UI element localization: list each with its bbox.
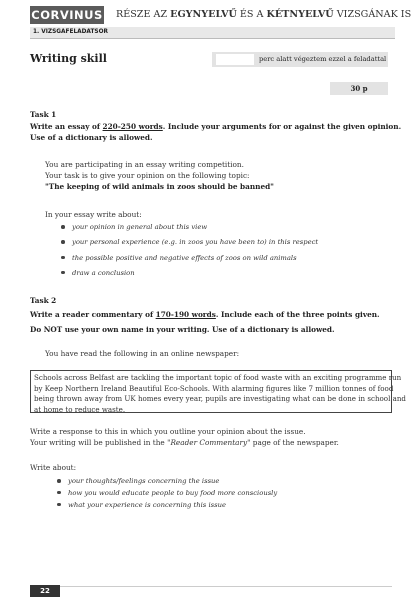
list-item: your personal experience (e.g. in zoos you have been to) in this respect: [72, 237, 318, 252]
brand-logo: CORVINUS: [31, 8, 103, 22]
list-item: what your experience is concerning this issue: [68, 500, 277, 512]
task2-heading: Task 2: [30, 296, 57, 305]
task1-write-about: In your essay write about:: [45, 210, 142, 219]
bullet-icon: [57, 491, 61, 495]
footer-rule: [30, 586, 392, 587]
time-box: [212, 52, 388, 67]
time-box-label: perc alatt végeztem ezzel a feladattal: [259, 55, 387, 63]
task1-intro: You are participating in an essay writing competition. Your task is to give your opinion on the following topic:: [45, 160, 250, 180]
task2-instructions: Write a reader commentary of 170-190 words. Include each of the three points given. Do NOT use your own name in your writing. Use of a dictionary is allowed.: [30, 310, 380, 334]
article-line: being thrown away from UK homes every year, pupils are investigating what can be done in school and: [34, 394, 406, 404]
bullet-icon: [61, 240, 65, 244]
section-subheading: 1. VIZSGAFELADATSOR: [30, 27, 395, 39]
list-item: your opinion in general about this view: [72, 222, 318, 237]
page-number: 22: [30, 585, 60, 597]
task2-response-instructions: Write a response to this in which you outline your opinion about the issue. Your writing will be published in the "Reader Commentary" page of the newspaper.: [30, 427, 339, 447]
list-item: your thoughts/feelings concerning the issue: [68, 476, 277, 488]
article-line: Schools across Belfast are tackling the important topic of food waste with an exciting programme run: [34, 373, 402, 382]
bullet-icon: [61, 256, 65, 260]
task2-write-about: Write about:: [30, 463, 77, 472]
newspaper-excerpt: [30, 370, 406, 414]
header-tagline: RÉSZE AZ EGYNYELVŰ ÉS A KÉTNYELVŰ VIZSGÁNAK IS: [116, 9, 412, 20]
list-item: draw a conclusion: [72, 268, 318, 283]
bullet-icon: [61, 271, 65, 275]
task1-heading: Task 1: [30, 110, 57, 119]
article-line: at home to reduce waste.: [34, 404, 126, 414]
article-line: by Keep Northern Ireland Beautiful Eco-Schools. With alarming figures like 7 million tonnes of food: [34, 383, 394, 393]
list-item: how you would educate people to buy food more consciously: [68, 488, 277, 500]
task1-topic: "The keeping of wild animals in zoos should be banned": [45, 182, 274, 191]
list-item: the possible positive and negative effects of zoos on wild animals: [72, 253, 318, 268]
task2-intro: You have read the following in an online newspaper:: [45, 349, 240, 358]
page-title: Writing skill: [30, 52, 107, 65]
bullet-icon: [57, 503, 61, 507]
task1-instructions: Write an essay of 220-250 words. Include your arguments for or against the given opinion. Use of a dictionary is allowed.: [30, 122, 402, 142]
bullet-icon: [61, 225, 65, 229]
task1-bullet-list: [72, 222, 318, 283]
points-badge: 30 p: [330, 82, 388, 95]
bullet-icon: [57, 479, 61, 483]
time-input-field[interactable]: [216, 54, 254, 65]
task2-bullet-list: [68, 476, 277, 511]
page-header: [0, 0, 420, 24]
